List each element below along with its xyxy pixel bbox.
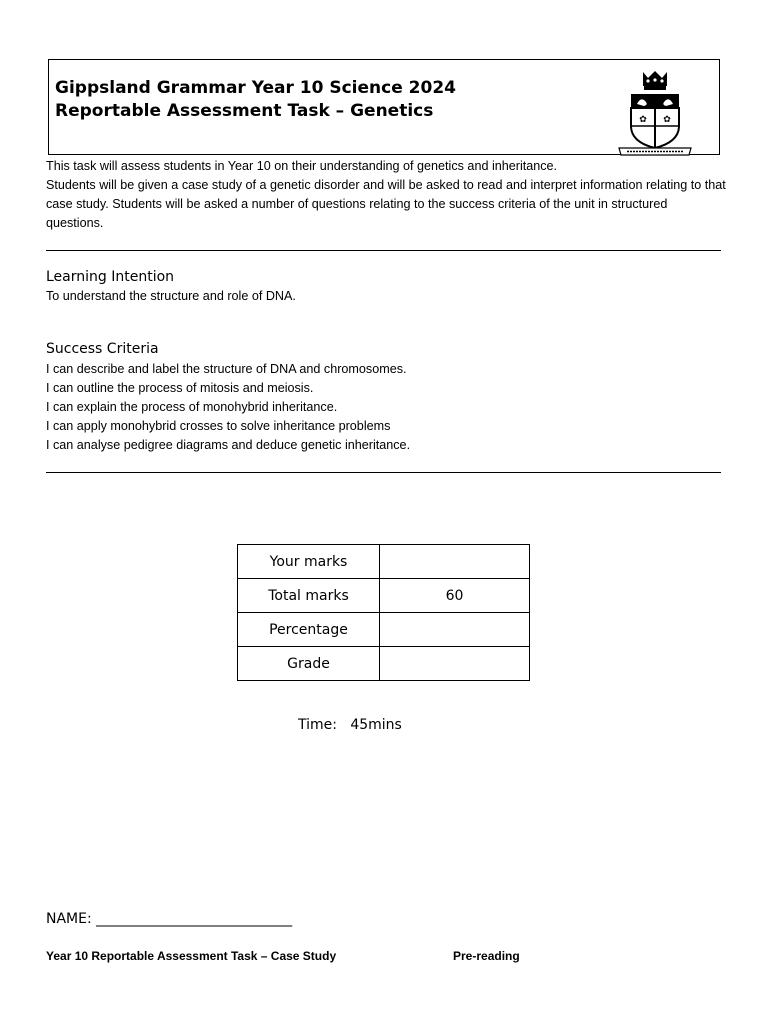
table-row (238, 579, 530, 613)
header-box (48, 59, 720, 155)
table-row (238, 613, 530, 647)
criteria-item: I can explain the process of monohybrid inheritance. (46, 400, 338, 414)
time-value: 45mins (350, 717, 402, 733)
table-row (238, 647, 530, 681)
marks-table (237, 544, 530, 681)
footer-right: Pre-reading (453, 949, 520, 963)
page-title: Gippsland Grammar Year 10 Science 2024 (55, 78, 456, 98)
intro-line-2: Students will be given a case study of a genetic disorder and will be asked to read and interpret information relating to that case study. Students will be asked a number of questions relating to the success criteria of the unit in structured questions. (46, 178, 726, 230)
learning-intention-text: To understand the structure and role of DNA. (46, 289, 296, 303)
your-marks-value[interactable] (380, 545, 530, 579)
time-label: Time: (298, 717, 337, 733)
name-field[interactable] (46, 911, 292, 927)
criteria-item: I can apply monohybrid crosses to solve inheritance problems (46, 419, 391, 433)
criteria-item: I can analyse pedigree diagrams and deduce genetic inheritance. (46, 438, 411, 452)
divider (46, 250, 721, 251)
school-crest-icon (615, 68, 695, 156)
grade-label: Grade (238, 647, 380, 681)
page-subtitle: Reportable Assessment Task – Genetics (55, 101, 434, 121)
time-allowed (298, 717, 402, 733)
success-criteria-heading: Success Criteria (46, 341, 159, 357)
svg-text:✿: ✿ (663, 115, 671, 125)
footer-left: Year 10 Reportable Assessment Task – Case Study (46, 949, 337, 963)
criteria-item: I can describe and label the structure of DNA and chromosomes. (46, 362, 407, 376)
intro-text (46, 157, 726, 233)
divider (46, 472, 721, 473)
your-marks-label: Your marks (238, 545, 380, 579)
table-row (238, 545, 530, 579)
success-criteria-list (46, 360, 410, 455)
percentage-label: Percentage (238, 613, 380, 647)
name-blank[interactable]: ____________________________ (96, 911, 293, 927)
criteria-item: I can outline the process of mitosis and meiosis. (46, 381, 314, 395)
learning-intention-heading: Learning Intention (46, 269, 175, 285)
total-marks-value: 60 (380, 579, 530, 613)
name-label: NAME: (46, 911, 97, 927)
intro-line-1: This task will assess students in Year 10 on their understanding of genetics and inheritance. (46, 159, 558, 173)
svg-text:✿: ✿ (639, 115, 647, 125)
total-marks-label: Total marks (238, 579, 380, 613)
percentage-value[interactable] (380, 613, 530, 647)
grade-value[interactable] (380, 647, 530, 681)
